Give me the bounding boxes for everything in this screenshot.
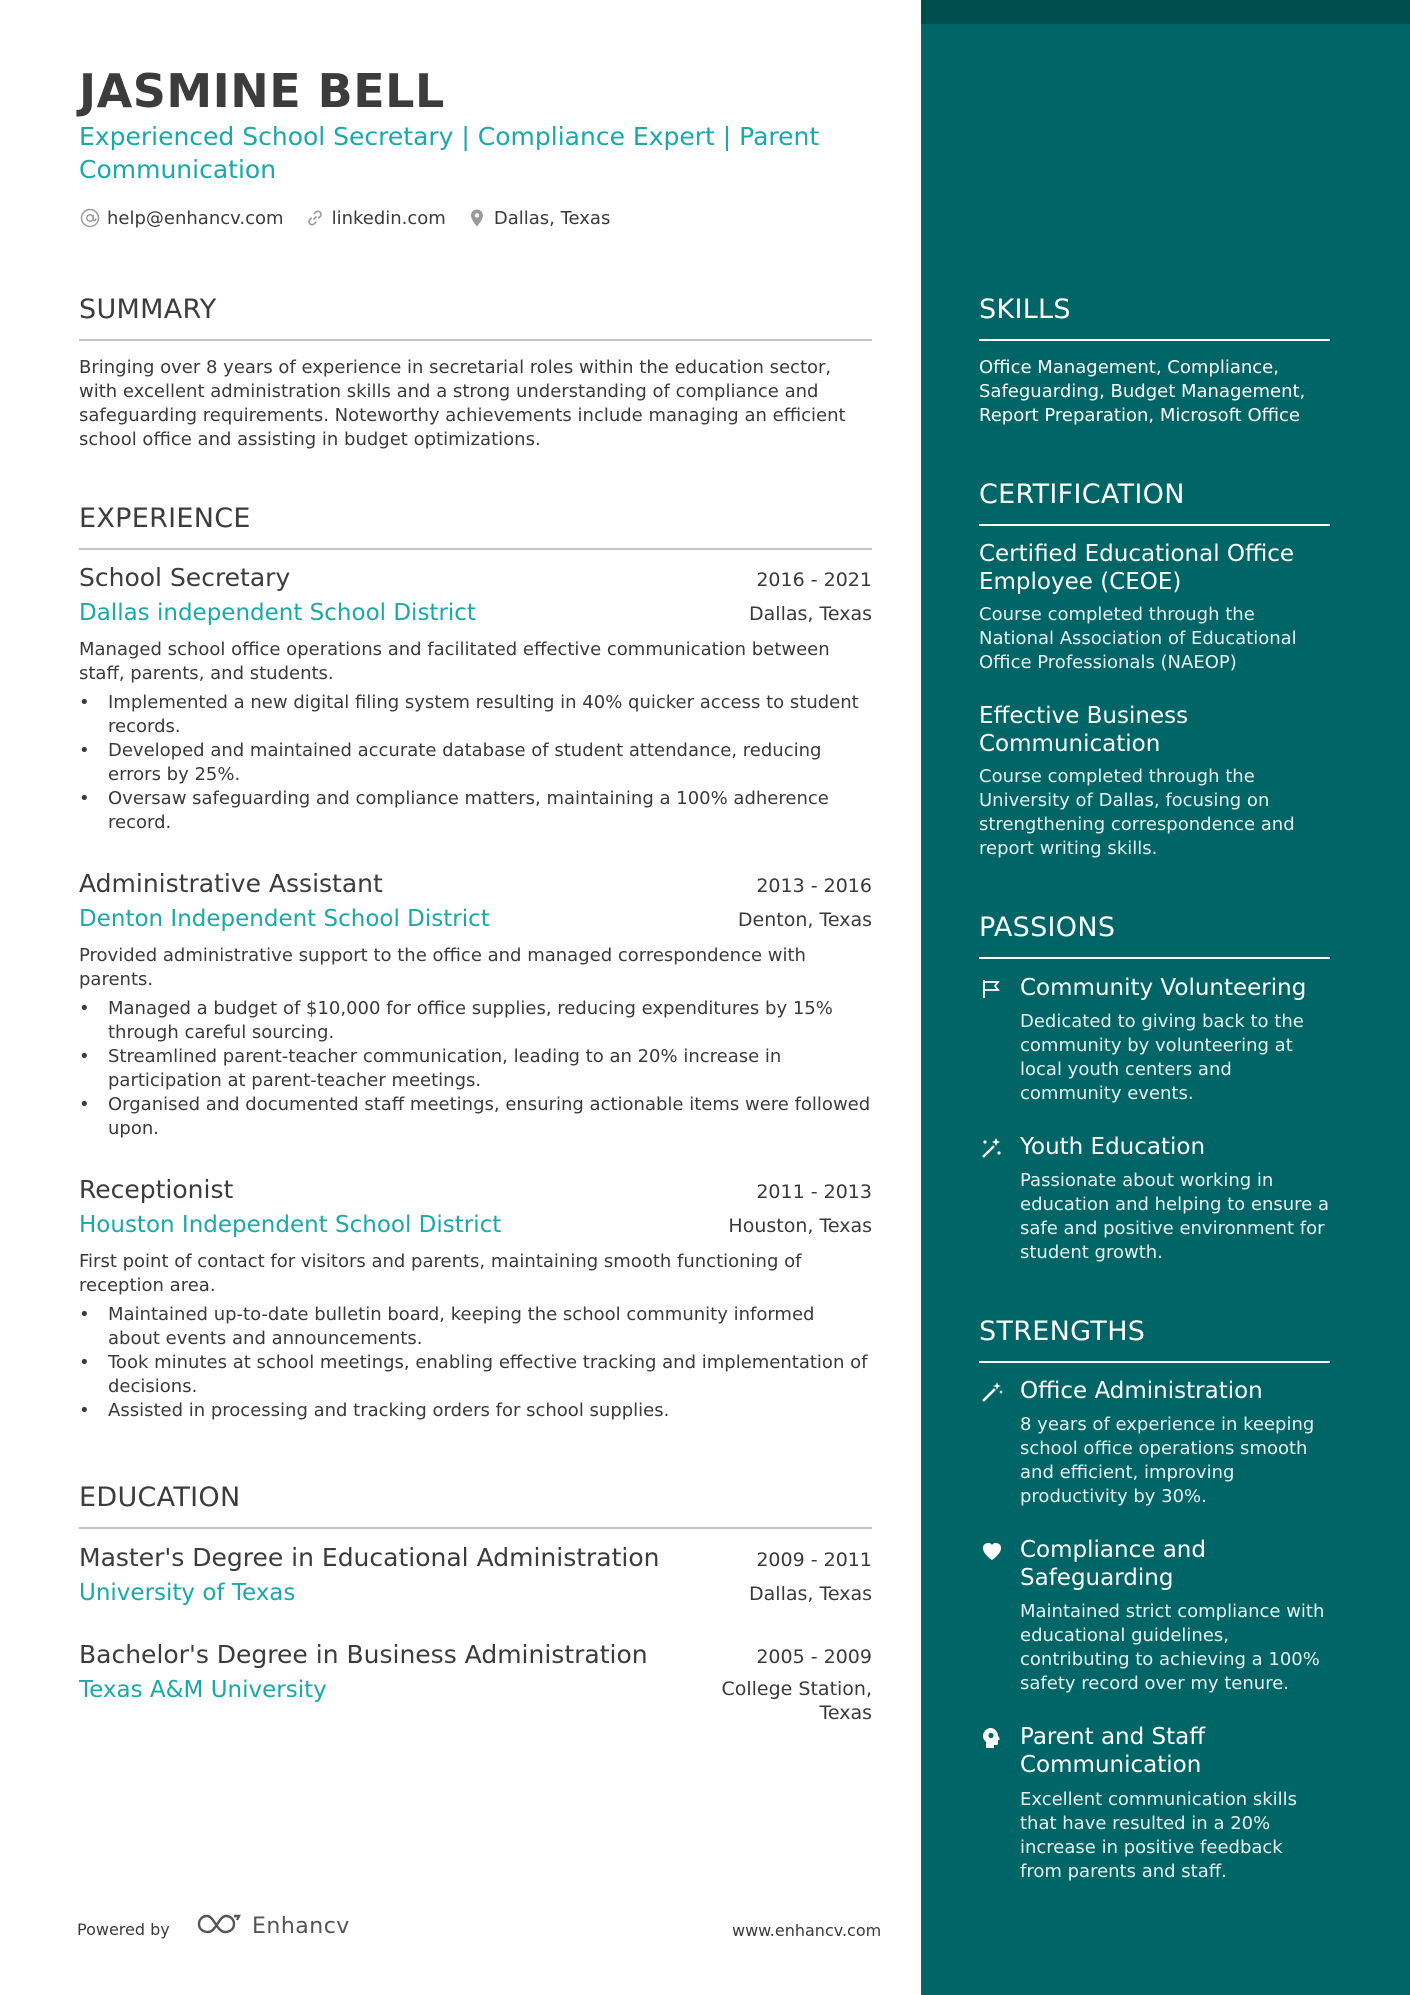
heart-icon	[979, 1538, 1005, 1564]
school-name: Texas A&M University	[79, 1677, 327, 1703]
strength-name-line: Compliance and	[1020, 1537, 1206, 1563]
experience-divider	[79, 548, 872, 550]
bullet-item: • Took minutes at school meetings, enabling effective tracking and implementation of decisions.	[79, 1351, 872, 1399]
skills-divider	[979, 339, 1330, 341]
job-dates: 2013 - 2016	[756, 875, 872, 897]
strength-description: Maintained strict compliance with educational guidelines, contributing to achieving a 100% safety record over my tenure.	[1020, 1601, 1325, 1694]
job-description: Provided administrative support to the office and managed correspondence with parents.	[79, 945, 806, 990]
contact-bar	[79, 207, 630, 229]
school-location	[721, 1677, 872, 1725]
contact-email[interactable]	[79, 207, 284, 229]
strength-name-line: Communication	[1020, 1752, 1202, 1778]
infinity-logo-icon	[195, 1911, 243, 1941]
flag-icon	[979, 976, 1005, 1002]
powered-by-label: Powered by	[77, 1920, 170, 1939]
education-dates: 2005 - 2009	[756, 1646, 872, 1668]
link-icon	[304, 207, 326, 229]
wand-icon	[979, 1379, 1005, 1405]
certification-name: Effective Business Communication	[979, 703, 1189, 757]
summary-title: SUMMARY	[79, 294, 217, 325]
certification-title: CERTIFICATION	[979, 479, 1185, 510]
certification-description: Course completed through the National Association of Educational Office Professionals (NAEOP)	[979, 604, 1297, 673]
contact-location	[466, 207, 611, 229]
email-text: help@enhancv.com	[107, 207, 284, 229]
certification-description: Course completed through the University of Dallas, focusing on strengthening correspondence and report writing skills.	[979, 766, 1295, 859]
education-title: EDUCATION	[79, 1482, 241, 1513]
location-pin-icon	[466, 207, 488, 229]
bullet-item: • Streamlined parent-teacher communication, leading to an 20% increase in participation at parent-teacher meetings.	[79, 1045, 872, 1093]
bullet-item: • Oversaw safeguarding and compliance matters, maintaining a 100% adherence record.	[79, 787, 872, 835]
head-icon	[979, 1725, 1005, 1751]
passion-name: Community Volunteering	[1020, 975, 1307, 1001]
job-title: School Secretary	[79, 563, 291, 592]
experience-item	[79, 1175, 872, 1423]
summary-text: Bringing over 8 years of experience in secretarial roles within the education sector, with excellent administration skills and a strong understanding of compliance and safeguarding requirements. Noteworthy achievements include managing an efficient school office and assisting in budget optimizations.	[79, 357, 846, 450]
job-bullets	[79, 997, 872, 1141]
job-dates: 2011 - 2013	[756, 1181, 872, 1203]
footer-url[interactable]: www.enhancv.com	[732, 1921, 882, 1940]
location-text: Dallas, Texas	[493, 207, 611, 229]
job-bullets	[79, 1303, 872, 1423]
job-description: Managed school office operations and facilitated effective communication between staff, parents, and students.	[79, 639, 830, 684]
experience-title: EXPERIENCE	[79, 503, 251, 534]
bullet-item: • Implemented a new digital filing system resulting in 40% quicker access to student records.	[79, 691, 872, 739]
link-text: linkedin.com	[331, 207, 446, 229]
brand-name: Enhancv	[252, 1913, 350, 1939]
job-bullets	[79, 691, 872, 835]
degree-title: Bachelor's Degree in Business Administration	[79, 1640, 648, 1669]
job-organization: Denton Independent School District	[79, 906, 490, 932]
passions-divider	[979, 957, 1330, 959]
strength-name	[1020, 1536, 1330, 1592]
job-organization: Houston Independent School District	[79, 1212, 502, 1238]
job-location: Dallas, Texas	[749, 603, 872, 625]
school-location-line: Texas	[819, 1702, 872, 1724]
bullet-item: • Assisted in processing and tracking orders for school supplies.	[79, 1399, 872, 1423]
passions-title: PASSIONS	[979, 912, 1116, 943]
contact-link[interactable]	[304, 207, 446, 229]
skills-title: SKILLS	[979, 294, 1071, 325]
strength-name	[1020, 1723, 1330, 1779]
job-title: Receptionist	[79, 1175, 234, 1204]
education-dates: 2009 - 2011	[756, 1549, 872, 1571]
education-item	[79, 1640, 872, 1725]
bullet-item: • Organised and documented staff meetings, ensuring actionable items were followed upon.	[79, 1093, 872, 1141]
strength-description: 8 years of experience in keeping school office operations smooth and efficient, improving productivity by 30%.	[1020, 1414, 1315, 1507]
job-description: First point of contact for visitors and parents, maintaining smooth functioning of reception area.	[79, 1251, 802, 1296]
bullet-item: • Developed and maintained accurate database of student attendance, reducing errors by 25%.	[79, 739, 872, 787]
passion-description: Dedicated to giving back to the community by volunteering at local youth centers and community events.	[1020, 1011, 1304, 1104]
candidate-name: JASMINE BELL	[79, 64, 445, 118]
bullet-item: • Managed a budget of $10,000 for office supplies, reducing expenditures by 15% through careful sourcing.	[79, 997, 872, 1045]
skills-text: Office Management, Compliance, Safeguarding, Budget Management, Report Preparation, Microsoft Office	[979, 357, 1306, 426]
sidebar	[921, 0, 1410, 1995]
headline: Experienced School Secretary | Compliance Expert | Parent Communication	[79, 122, 820, 184]
strengths-divider	[979, 1361, 1330, 1363]
strength-name-line: Safeguarding	[1020, 1565, 1174, 1591]
summary-divider	[79, 339, 872, 341]
education-divider	[79, 1527, 872, 1529]
certification-divider	[979, 524, 1330, 526]
at-icon	[79, 207, 101, 229]
job-organization: Dallas independent School District	[79, 600, 476, 626]
job-dates: 2016 - 2021	[756, 569, 872, 591]
school-name: University of Texas	[79, 1580, 296, 1606]
magic-wand-icon	[979, 1135, 1005, 1161]
degree-title: Master's Degree in Educational Administration	[79, 1543, 660, 1572]
job-location: Houston, Texas	[728, 1215, 872, 1237]
school-location-line: College Station,	[721, 1678, 872, 1700]
job-title: Administrative Assistant	[79, 869, 383, 898]
strength-description: Excellent communication skills that have resulted in a 20% increase in positive feedback from parents and staff.	[1020, 1789, 1298, 1882]
experience-item	[79, 869, 872, 1141]
sidebar-top-band	[921, 0, 1410, 24]
certification-name: Certified Educational Office Employee (CEOE)	[979, 541, 1295, 595]
strength-name-line: Parent and Staff	[1020, 1724, 1206, 1750]
passion-description: Passionate about working in education and helping to ensure a safe and positive environment for student growth.	[1020, 1170, 1329, 1263]
experience-item	[79, 563, 872, 835]
strength-name: Office Administration	[1020, 1378, 1263, 1404]
school-location: Dallas, Texas	[749, 1583, 872, 1605]
education-item	[79, 1543, 872, 1606]
passion-name: Youth Education	[1020, 1134, 1206, 1160]
strengths-title: STRENGTHS	[979, 1316, 1146, 1347]
enhancv-logo[interactable]	[195, 1911, 350, 1941]
job-location: Denton, Texas	[737, 909, 872, 931]
bullet-item: • Maintained up-to-date bulletin board, keeping the school community informed about events and announcements.	[79, 1303, 872, 1351]
